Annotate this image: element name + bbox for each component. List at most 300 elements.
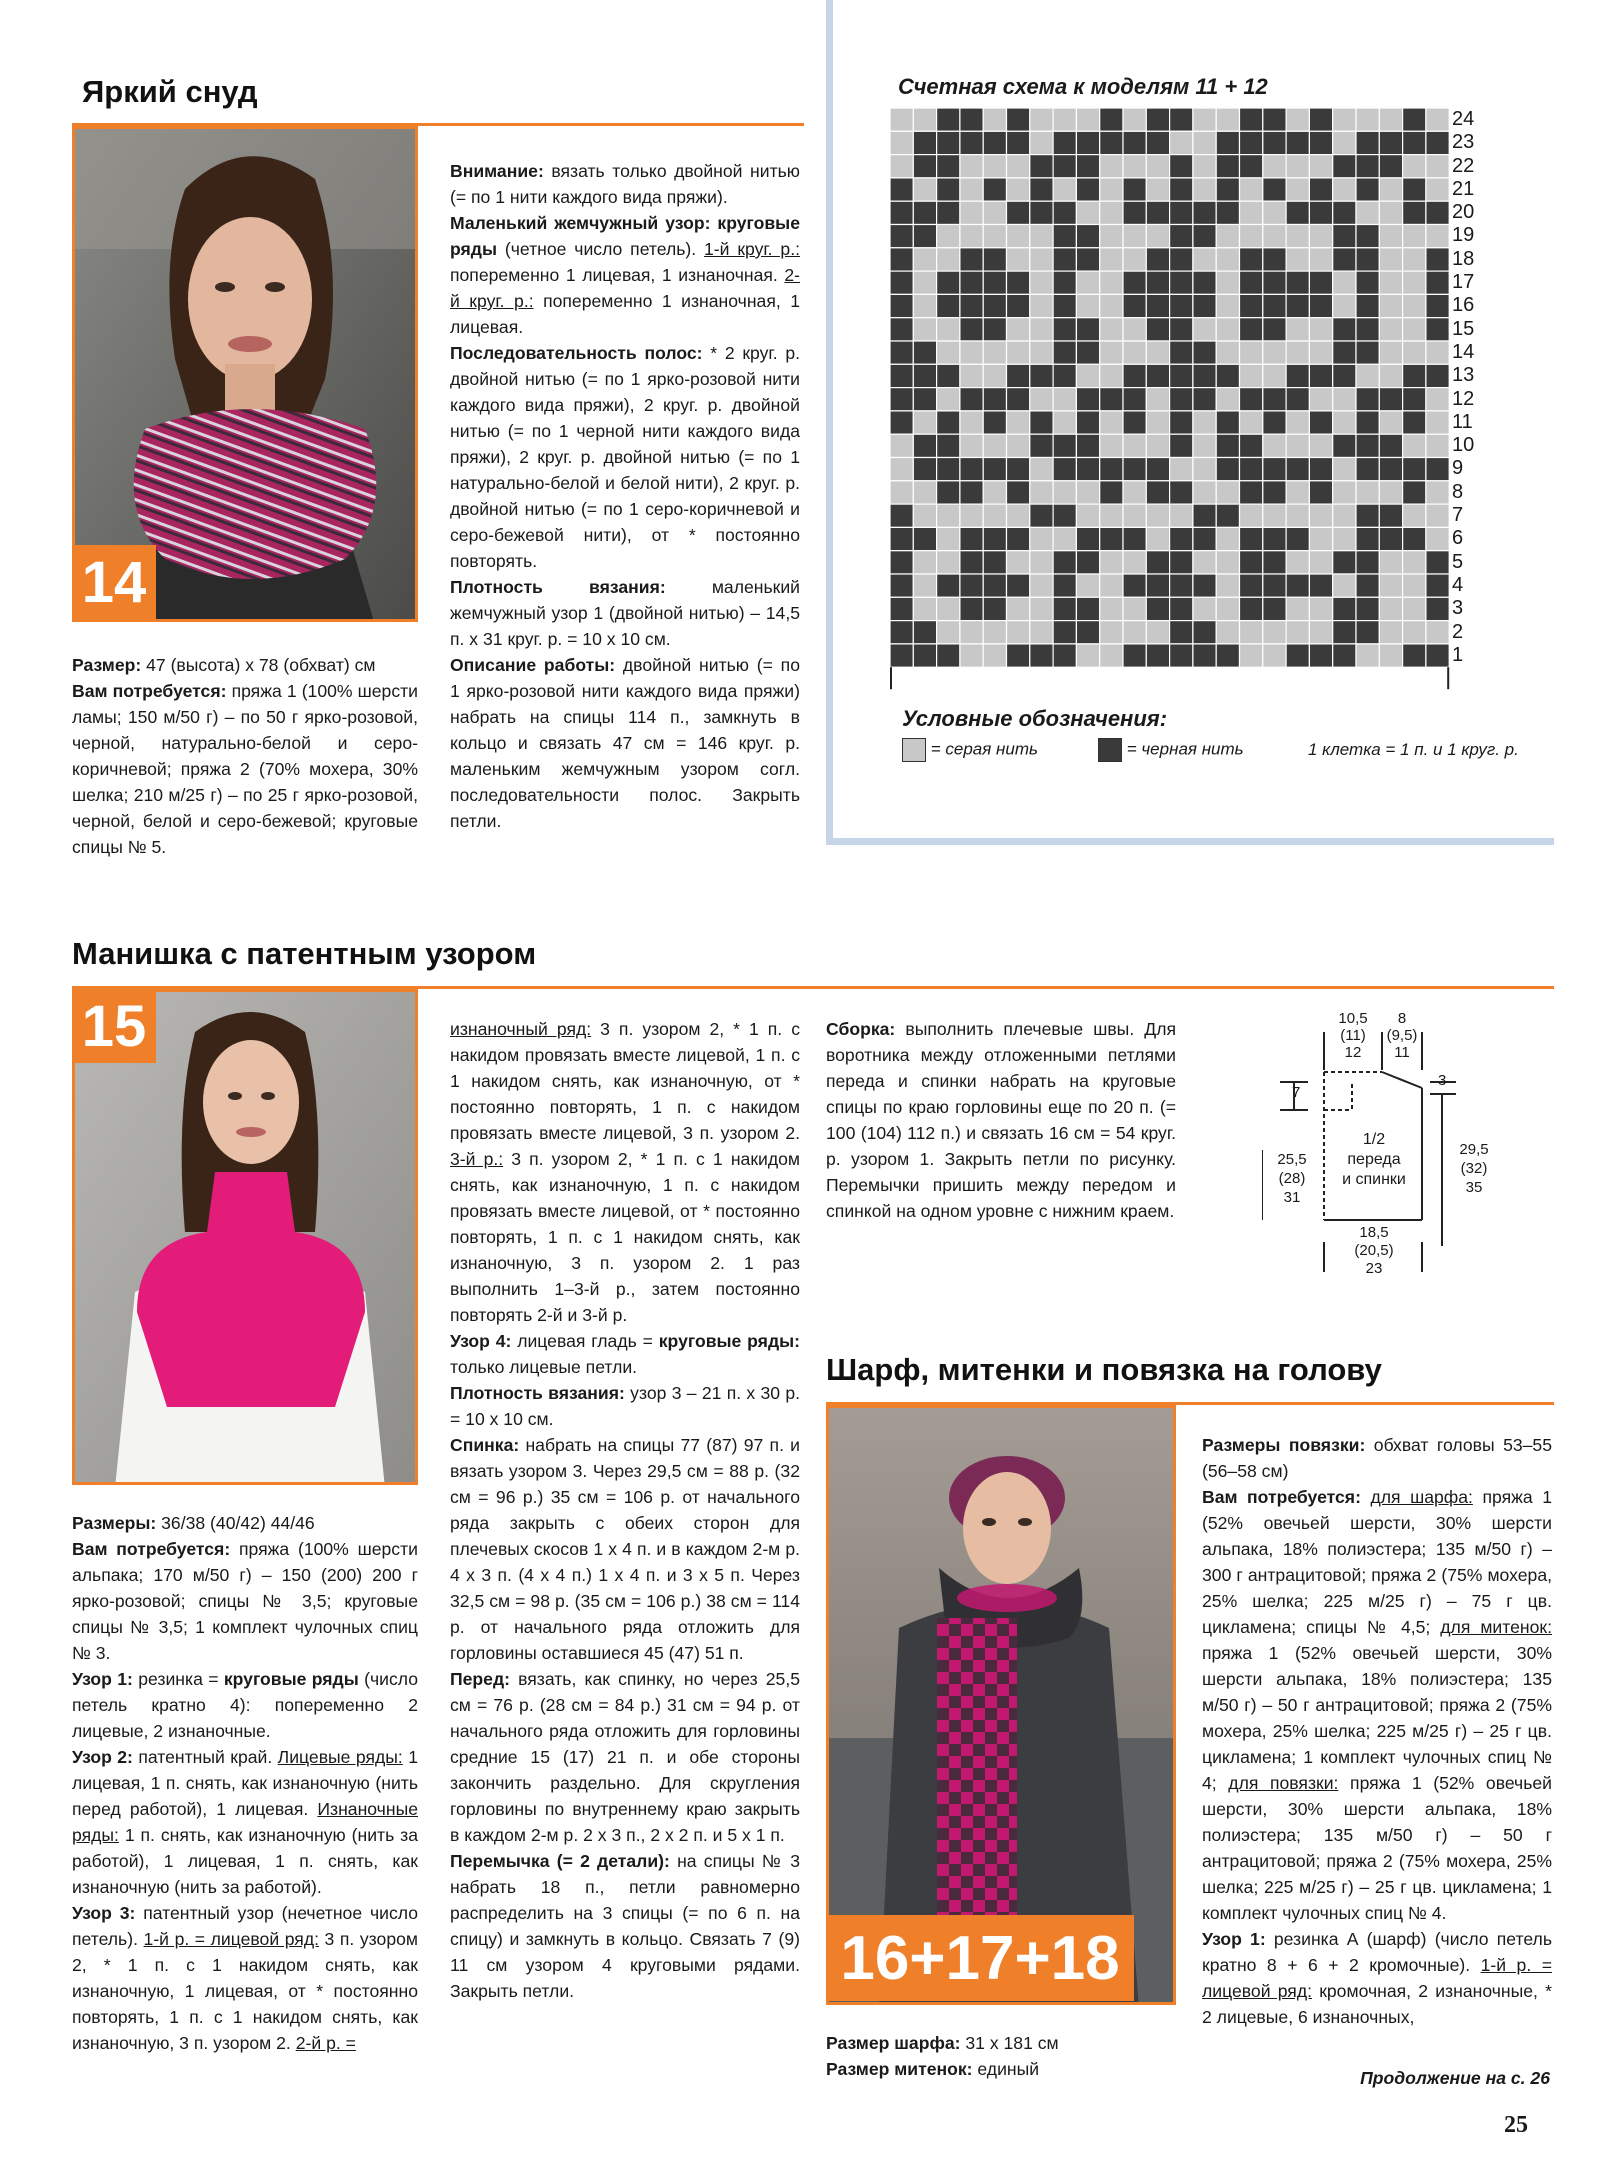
chart-cell <box>1053 504 1076 527</box>
chart-cell <box>1216 108 1239 131</box>
chart-cell <box>1216 481 1239 504</box>
chart-cell <box>1053 318 1076 341</box>
chart-cell <box>1123 621 1146 644</box>
chart-cell <box>1240 155 1263 178</box>
chart-cell <box>1170 411 1193 434</box>
dickey-col1-run: (число петель кратно 4): попеременно 2 лицевые, 2 изнаночные. <box>72 1669 419 1741</box>
dickey-col1-paragraph <box>72 1666 418 1744</box>
chart-cell <box>1286 551 1309 574</box>
chart-cell <box>1193 131 1216 154</box>
chart-cell <box>1403 364 1426 387</box>
chart-cell <box>1216 225 1239 248</box>
chart-cell <box>1426 458 1449 481</box>
chart-cell <box>983 155 1006 178</box>
chart-cell <box>1053 341 1076 364</box>
chart-cell <box>960 248 983 271</box>
chart-cell <box>1333 388 1356 411</box>
chart-cell <box>913 434 936 457</box>
chart-cell <box>890 621 913 644</box>
snood-text-run: * 2 круг. р. двойной нитью (= по 1 ярко-розовой нити каждого вида пряжи), 2 круг. р. двойной нитью (= по 1 черной нити каждого вида пряжи), 2 круг. р. двойной нитью (= по 1 натурально-белой и белой нити), 2 круг. р. двойной нитью (= по 1 серо-коричневой и серо-бежевой нити), от * постоянно повторять. <box>450 343 800 571</box>
chart-cell <box>1216 155 1239 178</box>
chart-cell <box>1240 201 1263 224</box>
chart-cell <box>1030 201 1053 224</box>
dim-top-left-2: (11) <box>1340 1027 1366 1044</box>
chart-cell <box>890 388 913 411</box>
chart-cell <box>1426 574 1449 597</box>
chart-cell <box>960 201 983 224</box>
chart-cell <box>1263 155 1286 178</box>
chart-cell <box>1426 178 1449 201</box>
chart-cell <box>1426 225 1449 248</box>
chart-cell <box>1193 248 1216 271</box>
dickey-col1-run: 2-й р. = <box>295 2033 356 2053</box>
chart-row-label: 3 <box>1452 597 1464 620</box>
chart-cell <box>1030 178 1053 201</box>
chart-cell <box>960 411 983 434</box>
scarf-text-run: 1-й р. = лицевой ряд: <box>1202 1955 1552 2001</box>
chart-cell <box>1286 644 1309 667</box>
scarf-size-paragraph <box>826 2056 1176 2082</box>
chart-cell <box>1379 131 1402 154</box>
chart-cell <box>1007 364 1030 387</box>
chart-cell <box>1356 201 1379 224</box>
chart-cell <box>890 318 913 341</box>
chart-cell <box>1426 294 1449 317</box>
chart-cell <box>1053 155 1076 178</box>
chart-row-label: 9 <box>1452 457 1464 480</box>
chart-row-label: 11 <box>1452 410 1473 433</box>
chart-cell <box>1403 388 1426 411</box>
chart-cell <box>1076 597 1099 620</box>
dickey-col2 <box>450 1016 800 2004</box>
chart-cell <box>1263 551 1286 574</box>
snood-text-run: попеременно 1 лицевая, 1 изнаночная. <box>450 265 785 285</box>
chart-cell <box>1356 108 1379 131</box>
chart-cell <box>913 248 936 271</box>
chart-cell <box>1356 155 1379 178</box>
chart-cell <box>1403 551 1426 574</box>
chart-cell <box>1379 155 1402 178</box>
chart-cell <box>1030 364 1053 387</box>
scarf-size-run: Размер митенок: <box>826 2059 978 2079</box>
chart-cell <box>1426 434 1449 457</box>
chart-cell <box>1379 481 1402 504</box>
dim-top-left-3: 12 <box>1344 1044 1362 1061</box>
chart-cell <box>1426 131 1449 154</box>
chart-cell <box>1193 318 1216 341</box>
chart-cell <box>1100 225 1123 248</box>
chart-cell <box>1426 481 1449 504</box>
chart-cell <box>1216 597 1239 620</box>
chart-cell <box>1240 108 1263 131</box>
chart-cell <box>1286 201 1309 224</box>
scarf-text-run: Вам потребуется: <box>1202 1487 1371 1507</box>
chart-cell <box>1216 527 1239 550</box>
chart-cell <box>1076 411 1099 434</box>
chart-cell <box>1333 155 1356 178</box>
chart-cell <box>1170 341 1193 364</box>
dickey-col2-run: на спицы № 3 набрать 18 п., петли равномерно распределить на 3 спицы (= по 6 п. на спицу) и замкнуть в кольцо. Связать 7 (9) 11 см узором 4 круговыми рядами. Закрыть петли. <box>450 1851 800 2001</box>
chart-row-label: 23 <box>1452 131 1475 154</box>
chart-cell <box>1123 201 1146 224</box>
chart-cell <box>1007 248 1030 271</box>
chart-cell <box>1309 364 1332 387</box>
dickey-col2-run: Спинка: <box>450 1435 526 1455</box>
chart-cell <box>960 458 983 481</box>
chart-cell <box>1426 504 1449 527</box>
snood-text-run: Описание работы: <box>450 655 623 675</box>
scarf-text-run: пряжа 1 (52% овечьей шерсти, 30% шерсти альпака, 18% полиэстера; 135 м/50 г) – 50 г антрацитовой; пряжа 2 (75% мохера, 25% шелка; 225 м/25 г) – 25 г цв. цикламена; 1 комплект чулочных спиц № 4; <box>1202 1643 1552 1793</box>
chart-cell <box>1193 621 1216 644</box>
chart-cell <box>960 504 983 527</box>
chart-cell <box>960 294 983 317</box>
chart-cell <box>1100 411 1123 434</box>
dickey-col1-run: Размеры: <box>72 1513 162 1533</box>
chart-cell <box>1053 294 1076 317</box>
chart-cell <box>1309 294 1332 317</box>
chart-cell <box>1309 248 1332 271</box>
chart-cell <box>1007 108 1030 131</box>
chart-cell <box>1053 411 1076 434</box>
chart-cell <box>1263 271 1286 294</box>
chart-cell <box>937 481 960 504</box>
chart-cell <box>1170 364 1193 387</box>
chart-cell <box>890 644 913 667</box>
chart-cell <box>937 434 960 457</box>
dickey-col1-run: Вам потребуется: <box>72 1539 239 1559</box>
snood-text-paragraph <box>450 652 800 834</box>
chart-cell <box>1076 225 1099 248</box>
chart-cell <box>1053 644 1076 667</box>
chart-cell <box>1030 481 1053 504</box>
chart-cell <box>1100 597 1123 620</box>
chart-cell <box>1379 644 1402 667</box>
chart-cell <box>1356 458 1379 481</box>
dickey-col1-run: 3 п. узором 2, * 1 п. с 1 накидом снять, как изнаночную, 1 лицевая, от * постоянно повторять, 1 п. с 1 накидом снять, как изнаночную, 3 п. узором 2. <box>72 1929 419 2053</box>
chart-cell <box>983 108 1006 131</box>
chart-cell <box>1146 201 1169 224</box>
chart-cell <box>983 341 1006 364</box>
chart-cell <box>913 341 936 364</box>
dickey-col2-run: Узор 4: <box>450 1331 518 1351</box>
chart-cell <box>1076 248 1099 271</box>
chart-cell <box>1263 318 1286 341</box>
chart-cell <box>1240 131 1263 154</box>
dickey-col2-run: вязать, как спинку, но через 25,5 см = 76 р. (28 см = 84 р.) 31 см = 94 р. от начального ряда отложить для горловины средние 15 (17) 21 п. и обе стороны закончить раздельно. Для скругления горловины по внутреннему краю закрыть в каждом 2-м р. 2 х 3 п., 2 х 2 п. и 5 х 1 п. <box>450 1669 800 1845</box>
chart-cell <box>937 271 960 294</box>
chart-cell <box>983 434 1006 457</box>
chart-cell <box>1170 644 1193 667</box>
chart-cell <box>1007 271 1030 294</box>
chart-cell <box>1170 155 1193 178</box>
dickey-col1-run: Изнаночные ряды: <box>72 1799 418 1845</box>
chart-cell <box>1240 597 1263 620</box>
chart-cell <box>1216 574 1239 597</box>
dickey-col1-run: патентный край. <box>138 1747 278 1767</box>
chart-cell <box>1170 504 1193 527</box>
chart-cell <box>1100 341 1123 364</box>
chart-cell <box>1309 481 1332 504</box>
chart-cell <box>1076 318 1099 341</box>
chart-cell <box>913 411 936 434</box>
dickey-col1-paragraph <box>72 1510 418 1536</box>
chart-cell <box>1426 597 1449 620</box>
chart-cell <box>983 318 1006 341</box>
chart-cell <box>1403 225 1426 248</box>
snood-text-run: вязать только двойной нитью (= по 1 нити каждого вида пряжи). <box>450 161 800 207</box>
chart-cell <box>1333 248 1356 271</box>
chart-cell <box>1286 248 1309 271</box>
chart-cell <box>1309 597 1332 620</box>
legend-black <box>1098 738 1244 762</box>
chart-cell <box>1030 597 1053 620</box>
chart-cell <box>1100 248 1123 271</box>
dickey-col2-run: лицевая гладь = <box>517 1331 659 1351</box>
chart-cell <box>1240 458 1263 481</box>
chart-cell <box>1240 271 1263 294</box>
legend-title: Условные обозначения: <box>902 706 1168 731</box>
chart-cell <box>890 225 913 248</box>
chart-cell <box>1263 178 1286 201</box>
dim-left-small: 7 <box>1292 1084 1301 1101</box>
chart-cell <box>913 574 936 597</box>
chart-cell <box>1123 411 1146 434</box>
chart-cell <box>1379 248 1402 271</box>
chart-cell <box>960 131 983 154</box>
chart-cell <box>1263 644 1286 667</box>
chart-cell <box>1170 131 1193 154</box>
chart-cell <box>1030 131 1053 154</box>
chart-cell <box>1007 201 1030 224</box>
chart-cell <box>1379 364 1402 387</box>
chart-cell <box>1146 271 1169 294</box>
scarf-sizes <box>826 2030 1176 2082</box>
dim-top-right-1: 8 <box>1397 1010 1407 1027</box>
chart-cell <box>1286 388 1309 411</box>
chart-cell <box>1030 108 1053 131</box>
chart-cell <box>960 388 983 411</box>
chart-cell <box>1100 458 1123 481</box>
chart-cell <box>1333 225 1356 248</box>
chart-cell <box>1123 271 1146 294</box>
chart-cell <box>1170 178 1193 201</box>
chart-cell <box>937 248 960 271</box>
chart-cell <box>1356 527 1379 550</box>
chart-cell <box>1076 364 1099 387</box>
chart-cell <box>1309 621 1332 644</box>
model-number-badge-16-17-18: 16+17+18 <box>826 1915 1134 2001</box>
chart-cell <box>1403 458 1426 481</box>
section2-title: Манишка с патентным узором <box>72 936 537 971</box>
scarf-text-run: для шарфа: <box>1370 1487 1473 1507</box>
chart-frame-bottom <box>826 838 1554 845</box>
chart-row-label: 17 <box>1452 271 1475 294</box>
chart-cell <box>1379 458 1402 481</box>
chart-cell <box>1100 621 1123 644</box>
chart-cell <box>1030 341 1053 364</box>
chart-cell <box>1356 411 1379 434</box>
chart-cell <box>1403 411 1426 434</box>
chart-cell <box>1123 178 1146 201</box>
chart-cell <box>1216 201 1239 224</box>
chart-cell <box>1216 411 1239 434</box>
chart-cell <box>1286 131 1309 154</box>
chart-cell <box>983 201 1006 224</box>
chart-cell <box>1007 621 1030 644</box>
chart-cell <box>1333 527 1356 550</box>
chart-cell <box>1146 504 1169 527</box>
chart-cell <box>937 621 960 644</box>
scarf-text-run: обхват головы 53–55 (56–58 см) <box>1202 1435 1552 1481</box>
chart-cell <box>1123 481 1146 504</box>
chart-cell <box>1193 434 1216 457</box>
chart-cell <box>1403 248 1426 271</box>
chart-cell <box>1356 644 1379 667</box>
chart-cell <box>1123 318 1146 341</box>
chart-cell <box>1100 178 1123 201</box>
chart-cell <box>1193 364 1216 387</box>
snood-spec-run: Размер: <box>72 655 147 675</box>
chart-cell <box>913 225 936 248</box>
chart-cell <box>1007 597 1030 620</box>
chart-cell <box>1333 621 1356 644</box>
chart-cell <box>960 108 983 131</box>
chart-cell <box>1170 434 1193 457</box>
chart-cell <box>1076 201 1099 224</box>
chart-cell <box>1403 341 1426 364</box>
chart-cell <box>1263 108 1286 131</box>
chart-cell <box>913 388 936 411</box>
chart-cell <box>1309 341 1332 364</box>
chart-cell <box>1076 644 1099 667</box>
chart-cell <box>1286 574 1309 597</box>
chart-cell <box>1240 644 1263 667</box>
chart-cell <box>960 364 983 387</box>
chart-row-label: 10 <box>1452 434 1475 457</box>
chart-cell <box>1007 481 1030 504</box>
chart-cell <box>1123 364 1146 387</box>
chart-cell <box>1007 644 1030 667</box>
chart-cell <box>1100 271 1123 294</box>
chart-cell <box>1076 388 1099 411</box>
chart-cell <box>1356 248 1379 271</box>
chart-cell <box>1263 341 1286 364</box>
chart-row-label: 7 <box>1452 504 1464 527</box>
chart-cell <box>1100 364 1123 387</box>
dim-top-left <box>1326 1010 1380 1061</box>
chart-cell <box>1123 527 1146 550</box>
chart-cell <box>1263 597 1286 620</box>
chart-cell <box>1216 318 1239 341</box>
legend-gray <box>902 738 1038 762</box>
page-number: 25 <box>1504 2112 1528 2138</box>
dickey-col2-paragraph <box>450 1016 800 1328</box>
chart-cell <box>1263 294 1286 317</box>
chart-cell <box>937 364 960 387</box>
dim-right-side <box>1448 1140 1500 1197</box>
snood-text-paragraph <box>450 210 800 340</box>
chart-cell <box>1426 551 1449 574</box>
chart-cell <box>937 411 960 434</box>
chart-cell <box>983 388 1006 411</box>
chart-cell <box>1030 318 1053 341</box>
chart-cell <box>1426 248 1449 271</box>
dickey-col2-run: изнаночный ряд: <box>450 1019 592 1039</box>
chart-cell <box>1356 388 1379 411</box>
chart-cell <box>960 621 983 644</box>
chart-cell <box>983 574 1006 597</box>
chart-cell <box>1240 411 1263 434</box>
continuation-note: Продолжение на с. 26 <box>1360 2068 1550 2088</box>
chart-cell <box>1193 201 1216 224</box>
chart-cell <box>1053 597 1076 620</box>
scarf-size-run: 31 х 181 см <box>965 2033 1059 2053</box>
chart-cell <box>1333 108 1356 131</box>
chart-cell <box>1286 481 1309 504</box>
chart-cell <box>1379 388 1402 411</box>
chart-cell <box>1263 458 1286 481</box>
chart-cell <box>1030 225 1053 248</box>
dickey-col2-run: только лицевые петли. <box>450 1357 638 1377</box>
chart-cell <box>890 364 913 387</box>
chart-cell <box>890 481 913 504</box>
snood-text-run: попеременно 1 изнаночная, 1 лицевая. <box>450 291 800 337</box>
chart-cell <box>1053 178 1076 201</box>
chart-cell <box>1030 574 1053 597</box>
chart-cell <box>1426 341 1449 364</box>
chart-cell <box>1426 271 1449 294</box>
scarf-instructions <box>1202 1432 1552 2030</box>
legend-black-label: = черная нить <box>1126 739 1244 759</box>
chart-cell <box>1379 551 1402 574</box>
chart-cell <box>960 341 983 364</box>
dickey-col2-paragraph <box>450 1666 800 1848</box>
chart-cell <box>960 271 983 294</box>
chart-cell <box>1333 131 1356 154</box>
chart-cell <box>1426 388 1449 411</box>
chart-cell <box>1100 504 1123 527</box>
chart-cell <box>1379 225 1402 248</box>
chart-cell <box>1379 341 1402 364</box>
chart-cell <box>1263 388 1286 411</box>
chart-cell <box>1286 597 1309 620</box>
chart-cell <box>1146 527 1169 550</box>
dickey-col2-run: круговые ряды: <box>658 1331 801 1351</box>
chart-cell <box>1286 411 1309 434</box>
chart-cell <box>1170 294 1193 317</box>
chart-cell <box>1007 388 1030 411</box>
chart-cell <box>1123 644 1146 667</box>
model-number-badge-15: 15 <box>72 989 156 1063</box>
chart-cell <box>1030 458 1053 481</box>
chart-cell <box>1379 294 1402 317</box>
chart-cell <box>913 178 936 201</box>
chart-cell <box>1053 201 1076 224</box>
chart-cell <box>1403 155 1426 178</box>
chart-cell <box>1170 458 1193 481</box>
dickey-col2-run: 3 п. узором 2, * 1 п. с накидом провязать вместе лицевой, 1 п. с 1 накидом снять, как изнаночную, от * постоянно повторять, 1 п. с накидом провязать вместе лицевой, 3 п. узором 2. <box>450 1019 800 1143</box>
chart-cell <box>1100 388 1123 411</box>
scarf-size-run: единый <box>977 2059 1040 2079</box>
chart-cell <box>1263 411 1286 434</box>
chart-cell <box>1356 294 1379 317</box>
dim-center-3: и спинки <box>1342 1171 1406 1188</box>
chart-row-label: 20 <box>1452 201 1475 224</box>
chart-cell <box>913 131 936 154</box>
chart-cell <box>1356 225 1379 248</box>
chart-cell <box>1030 434 1053 457</box>
chart-title: Счетная схема к моделям 11 + 12 <box>898 74 1268 99</box>
